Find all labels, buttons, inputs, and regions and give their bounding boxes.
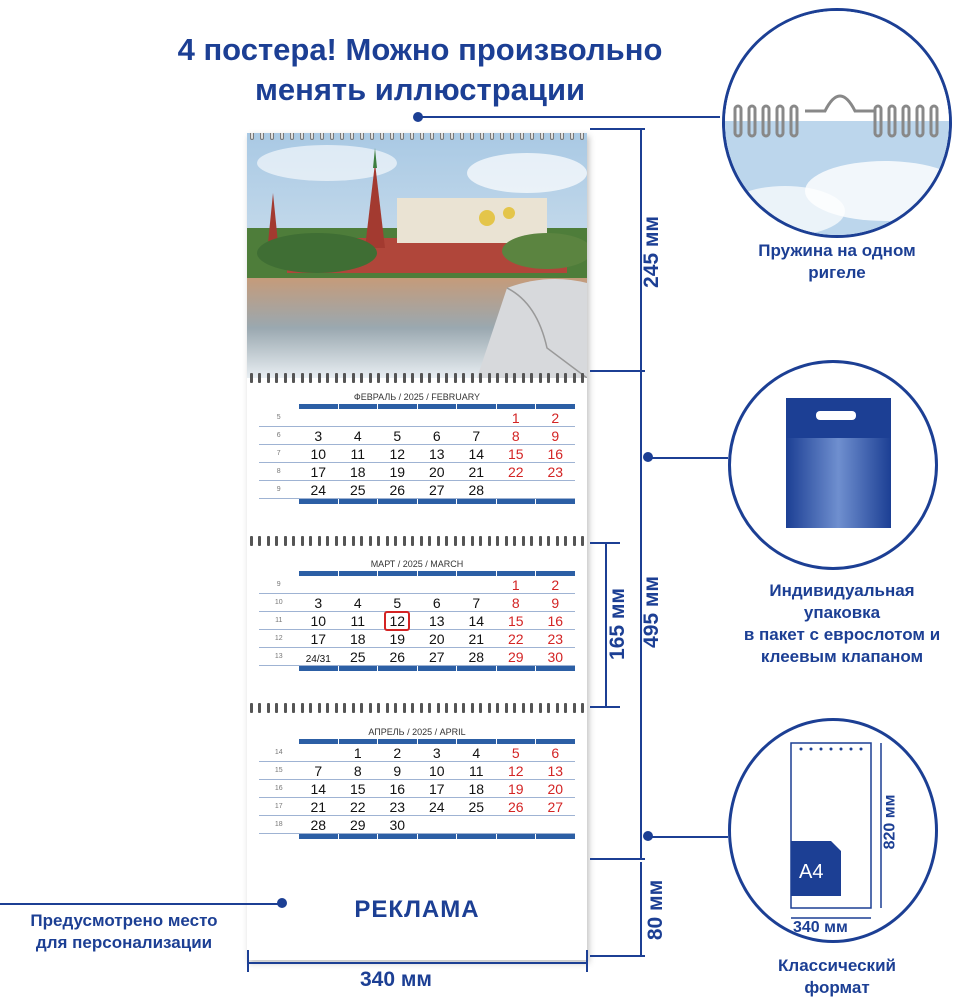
dim-tick bbox=[590, 858, 645, 860]
day-cell bbox=[338, 427, 378, 444]
day-cell bbox=[378, 576, 418, 593]
day-cell bbox=[378, 744, 418, 761]
day-cell bbox=[496, 648, 536, 665]
week-row bbox=[259, 612, 575, 630]
dim-label-ad: 80 мм bbox=[644, 879, 668, 941]
week-number: 7 bbox=[276, 450, 281, 457]
day-number: 18 bbox=[349, 631, 366, 647]
day-cell bbox=[338, 612, 378, 629]
day-number: 9 bbox=[551, 428, 560, 444]
caption-personalization: Предусмотрено место для персонализации bbox=[30, 911, 218, 952]
day-number: 2 bbox=[551, 577, 560, 593]
day-cell bbox=[417, 612, 457, 629]
day-number: 7 bbox=[472, 428, 481, 444]
day-cell bbox=[496, 463, 536, 480]
day-cell bbox=[378, 612, 418, 629]
day-number: 10 bbox=[310, 613, 327, 629]
dim-tick bbox=[247, 950, 249, 972]
dim-label-block: 165 мм bbox=[605, 588, 629, 660]
day-cell bbox=[299, 762, 339, 779]
caption-format: Классический формат bbox=[778, 956, 896, 997]
connector-dot bbox=[413, 112, 423, 122]
day-cell bbox=[378, 463, 418, 480]
headline-line-2: менять иллюстрации bbox=[254, 72, 586, 107]
month-block bbox=[259, 558, 575, 671]
day-cell bbox=[417, 427, 457, 444]
day-cell bbox=[378, 594, 418, 611]
day-number: 3 bbox=[314, 428, 323, 444]
week-number: 6 bbox=[276, 432, 281, 439]
day-number: 15 bbox=[507, 446, 524, 462]
week-number: 5 bbox=[276, 414, 281, 421]
day-cell bbox=[378, 780, 418, 797]
day-number: 26 bbox=[507, 799, 524, 815]
day-cell bbox=[496, 762, 536, 779]
day-number: 20 bbox=[428, 464, 445, 480]
day-cell bbox=[417, 762, 457, 779]
day-number: 13 bbox=[428, 446, 445, 462]
day-cell bbox=[378, 630, 418, 647]
week-row bbox=[259, 630, 575, 648]
day-cell bbox=[299, 409, 339, 426]
day-cell bbox=[299, 427, 339, 444]
day-cell bbox=[496, 744, 536, 761]
day-number: 8 bbox=[511, 428, 520, 444]
day-cell bbox=[457, 594, 497, 611]
day-number: 18 bbox=[468, 781, 485, 797]
day-cell bbox=[536, 780, 576, 797]
day-number: 12 bbox=[389, 446, 406, 462]
day-cell bbox=[338, 630, 378, 647]
day-number: 20 bbox=[428, 631, 445, 647]
week-number: 9 bbox=[276, 581, 281, 588]
day-cell bbox=[299, 445, 339, 462]
week-row bbox=[259, 648, 575, 666]
day-cell bbox=[536, 762, 576, 779]
month-block bbox=[259, 726, 575, 839]
detail-circle-spring bbox=[722, 8, 952, 238]
day-number: 17 bbox=[310, 464, 327, 480]
connector-packaging bbox=[648, 457, 728, 459]
week-number: 8 bbox=[276, 468, 281, 475]
format-sheet-label: A4 bbox=[799, 861, 824, 883]
day-number: 9 bbox=[393, 763, 402, 779]
week-row bbox=[259, 463, 575, 481]
day-cell bbox=[457, 762, 497, 779]
day-cell bbox=[536, 798, 576, 815]
day-cell bbox=[496, 427, 536, 444]
day-number: 1 bbox=[511, 577, 520, 593]
day-cell bbox=[338, 463, 378, 480]
day-cell bbox=[457, 463, 497, 480]
day-number: 25 bbox=[349, 649, 366, 665]
connector-dot bbox=[277, 898, 287, 908]
day-cell bbox=[338, 780, 378, 797]
day-cell bbox=[536, 481, 576, 498]
day-number: 13 bbox=[428, 613, 445, 629]
day-cell bbox=[457, 612, 497, 629]
ring-binding bbox=[247, 703, 587, 713]
day-number: 30 bbox=[547, 649, 564, 665]
dim-tick bbox=[590, 128, 645, 130]
day-cell bbox=[299, 481, 339, 498]
day-cell bbox=[417, 798, 457, 815]
day-number: 21 bbox=[468, 631, 485, 647]
day-cell bbox=[417, 445, 457, 462]
week-row bbox=[259, 762, 575, 780]
day-number: 12 bbox=[507, 763, 524, 779]
week-row bbox=[259, 816, 575, 834]
day-cell bbox=[457, 427, 497, 444]
day-cell bbox=[299, 648, 339, 665]
dim-line-width bbox=[247, 962, 587, 964]
day-number: 15 bbox=[507, 613, 524, 629]
day-cell bbox=[496, 780, 536, 797]
week-number: 9 bbox=[276, 486, 281, 493]
day-cell bbox=[338, 762, 378, 779]
week-number: 12 bbox=[274, 635, 283, 642]
day-number: 11 bbox=[350, 446, 366, 462]
day-number: 16 bbox=[389, 781, 406, 797]
week-number: 10 bbox=[274, 599, 283, 606]
day-cell bbox=[338, 816, 378, 833]
day-cell bbox=[496, 409, 536, 426]
day-cell bbox=[378, 427, 418, 444]
day-number: 27 bbox=[428, 482, 445, 498]
day-cell bbox=[496, 798, 536, 815]
day-number: 4 bbox=[353, 428, 362, 444]
week-number: 14 bbox=[274, 749, 283, 756]
day-cell bbox=[299, 594, 339, 611]
day-cell bbox=[496, 594, 536, 611]
day-cell bbox=[457, 780, 497, 797]
detail-circle-format bbox=[728, 718, 938, 943]
day-cell bbox=[338, 744, 378, 761]
day-number: 3 bbox=[314, 595, 323, 611]
month-block bbox=[259, 391, 575, 504]
day-cell bbox=[457, 445, 497, 462]
day-number: 29 bbox=[507, 649, 524, 665]
day-number: 23 bbox=[547, 464, 564, 480]
day-cell bbox=[457, 630, 497, 647]
day-cell bbox=[536, 463, 576, 480]
day-number: 28 bbox=[310, 817, 327, 833]
week-row bbox=[259, 798, 575, 816]
day-number: 14 bbox=[468, 446, 485, 462]
day-cell bbox=[457, 744, 497, 761]
day-cell bbox=[417, 780, 457, 797]
month-title: ФЕВРАЛЬ / 2025 / FEBRUARY bbox=[353, 392, 481, 402]
week-row bbox=[259, 780, 575, 798]
day-number: 2 bbox=[551, 410, 560, 426]
wall-calendar bbox=[247, 133, 587, 960]
day-number: 30 bbox=[389, 817, 406, 833]
day-number: 27 bbox=[547, 799, 564, 815]
day-number: 23 bbox=[389, 799, 406, 815]
day-cell bbox=[299, 798, 339, 815]
day-cell bbox=[338, 481, 378, 498]
day-cell bbox=[417, 648, 457, 665]
day-cell bbox=[536, 648, 576, 665]
day-number: 21 bbox=[310, 799, 327, 815]
day-cell bbox=[457, 409, 497, 426]
dim-label-calendar: 495 мм bbox=[639, 576, 663, 648]
day-cell bbox=[496, 612, 536, 629]
day-number: 22 bbox=[507, 464, 524, 480]
ring-binding bbox=[247, 536, 587, 546]
day-cell bbox=[417, 481, 457, 498]
day-cell bbox=[417, 744, 457, 761]
day-cell bbox=[496, 630, 536, 647]
day-number: 26 bbox=[389, 482, 406, 498]
day-number: 24/31 bbox=[305, 654, 331, 665]
day-cell bbox=[536, 445, 576, 462]
day-number: 25 bbox=[468, 799, 485, 815]
dim-tick bbox=[586, 950, 588, 972]
headline-line-1: 4 постера! Можно произвольно bbox=[177, 32, 663, 67]
day-number: 11 bbox=[468, 763, 484, 779]
day-cell bbox=[299, 780, 339, 797]
day-number: 19 bbox=[507, 781, 524, 797]
connector-dot bbox=[643, 452, 653, 462]
spiral-binding bbox=[247, 133, 587, 140]
day-cell bbox=[496, 576, 536, 593]
day-cell bbox=[378, 816, 418, 833]
day-number: 16 bbox=[547, 446, 564, 462]
week-row bbox=[259, 445, 575, 463]
week-number: 13 bbox=[274, 653, 283, 660]
caption-spring: Пружина на одном ригеле bbox=[758, 241, 916, 282]
weekday-footer bbox=[259, 666, 575, 671]
day-cell bbox=[417, 576, 457, 593]
day-number: 4 bbox=[353, 595, 362, 611]
dim-tick bbox=[590, 706, 620, 708]
month-title: МАРТ / 2025 / MARCH bbox=[370, 559, 464, 569]
day-cell bbox=[299, 463, 339, 480]
day-number: 14 bbox=[468, 613, 485, 629]
week-row bbox=[259, 409, 575, 427]
day-number: 21 bbox=[468, 464, 485, 480]
day-number: 29 bbox=[349, 817, 366, 833]
week-row bbox=[259, 744, 575, 762]
day-cell bbox=[457, 648, 497, 665]
day-number: 15 bbox=[349, 781, 366, 797]
day-cell bbox=[299, 744, 339, 761]
dim-tick bbox=[590, 370, 645, 372]
day-number: 17 bbox=[310, 631, 327, 647]
day-number: 1 bbox=[511, 410, 520, 426]
day-cell bbox=[536, 576, 576, 593]
day-cell bbox=[457, 481, 497, 498]
day-number: 26 bbox=[389, 649, 406, 665]
day-cell bbox=[536, 630, 576, 647]
detail-circle-packaging bbox=[728, 360, 938, 570]
day-number: 5 bbox=[393, 428, 402, 444]
week-number: 15 bbox=[274, 767, 283, 774]
day-cell bbox=[378, 648, 418, 665]
headline bbox=[90, 30, 750, 110]
day-cell bbox=[496, 816, 536, 833]
dim-label-width: 340 мм bbox=[360, 968, 432, 991]
day-cell bbox=[496, 445, 536, 462]
day-cell bbox=[417, 594, 457, 611]
week-number: 17 bbox=[274, 803, 283, 810]
week-number: 11 bbox=[275, 617, 283, 624]
day-number: 10 bbox=[310, 446, 327, 462]
day-cell bbox=[417, 409, 457, 426]
day-cell bbox=[536, 612, 576, 629]
day-number: 6 bbox=[551, 745, 560, 761]
day-number: 14 bbox=[310, 781, 327, 797]
ring-binding bbox=[247, 373, 587, 383]
format-height-label: 820 мм bbox=[881, 794, 899, 850]
day-cell bbox=[378, 481, 418, 498]
connector-format bbox=[648, 836, 728, 838]
day-cell bbox=[457, 576, 497, 593]
day-cell bbox=[299, 816, 339, 833]
day-number: 12 bbox=[384, 611, 410, 631]
day-cell bbox=[457, 798, 497, 815]
day-cell bbox=[378, 762, 418, 779]
day-number: 24 bbox=[428, 799, 445, 815]
connector-spring bbox=[420, 116, 720, 118]
day-number: 28 bbox=[468, 482, 485, 498]
format-width-label: 340 мм bbox=[793, 919, 848, 936]
weekday-footer bbox=[259, 499, 575, 504]
dim-label-poster: 245 мм bbox=[639, 216, 663, 288]
connector-personalization bbox=[0, 903, 280, 905]
day-cell bbox=[338, 445, 378, 462]
day-number: 20 bbox=[547, 781, 564, 797]
day-cell bbox=[417, 630, 457, 647]
poster-illustration bbox=[247, 133, 587, 378]
day-number: 8 bbox=[511, 595, 520, 611]
week-number: 16 bbox=[274, 785, 283, 792]
week-row bbox=[259, 594, 575, 612]
day-cell bbox=[457, 816, 497, 833]
day-number: 19 bbox=[389, 464, 406, 480]
day-cell bbox=[378, 445, 418, 462]
day-number: 13 bbox=[547, 763, 564, 779]
day-cell bbox=[417, 816, 457, 833]
day-number: 9 bbox=[551, 595, 560, 611]
dim-tick bbox=[590, 955, 645, 957]
day-cell bbox=[338, 594, 378, 611]
week-row bbox=[259, 576, 575, 594]
day-number: 4 bbox=[472, 745, 481, 761]
day-cell bbox=[338, 409, 378, 426]
day-number: 18 bbox=[349, 464, 366, 480]
day-number: 5 bbox=[393, 595, 402, 611]
advertising-area: РЕКЛАМА bbox=[354, 896, 480, 923]
day-cell bbox=[338, 648, 378, 665]
weekday-footer bbox=[259, 834, 575, 839]
day-number: 8 bbox=[353, 763, 362, 779]
day-cell bbox=[417, 463, 457, 480]
day-number: 22 bbox=[507, 631, 524, 647]
day-cell bbox=[338, 798, 378, 815]
day-cell bbox=[378, 409, 418, 426]
day-number: 28 bbox=[468, 649, 485, 665]
caption-packaging: Индивидуальная упаковка в пакет с еврослотом и клеевым клапаном bbox=[743, 581, 941, 666]
day-number: 19 bbox=[389, 631, 406, 647]
day-number: 23 bbox=[547, 631, 564, 647]
day-number: 6 bbox=[432, 595, 441, 611]
connector-dot bbox=[643, 831, 653, 841]
month-title: АПРЕЛЬ / 2025 / APRIL bbox=[368, 727, 466, 737]
day-number: 5 bbox=[511, 745, 520, 761]
day-cell bbox=[536, 594, 576, 611]
day-cell bbox=[378, 798, 418, 815]
day-cell bbox=[299, 576, 339, 593]
day-cell bbox=[299, 630, 339, 647]
day-number: 7 bbox=[314, 763, 323, 779]
day-cell bbox=[299, 612, 339, 629]
day-number: 6 bbox=[432, 428, 441, 444]
day-number: 10 bbox=[428, 763, 445, 779]
day-cell bbox=[536, 744, 576, 761]
day-number: 1 bbox=[353, 745, 362, 761]
day-cell bbox=[536, 427, 576, 444]
day-number: 2 bbox=[393, 745, 402, 761]
day-number: 3 bbox=[432, 745, 441, 761]
day-number: 11 bbox=[350, 613, 366, 629]
day-number: 7 bbox=[472, 595, 481, 611]
dim-line-ad bbox=[640, 862, 642, 957]
day-number: 22 bbox=[349, 799, 366, 815]
day-cell bbox=[536, 816, 576, 833]
week-number: 18 bbox=[274, 821, 283, 828]
day-number: 24 bbox=[310, 482, 327, 498]
day-cell bbox=[536, 409, 576, 426]
day-number: 17 bbox=[428, 781, 445, 797]
day-cell bbox=[338, 576, 378, 593]
week-row bbox=[259, 427, 575, 445]
week-row bbox=[259, 481, 575, 499]
day-number: 16 bbox=[547, 613, 564, 629]
day-number: 25 bbox=[349, 482, 366, 498]
day-cell bbox=[496, 481, 536, 498]
day-number: 27 bbox=[428, 649, 445, 665]
